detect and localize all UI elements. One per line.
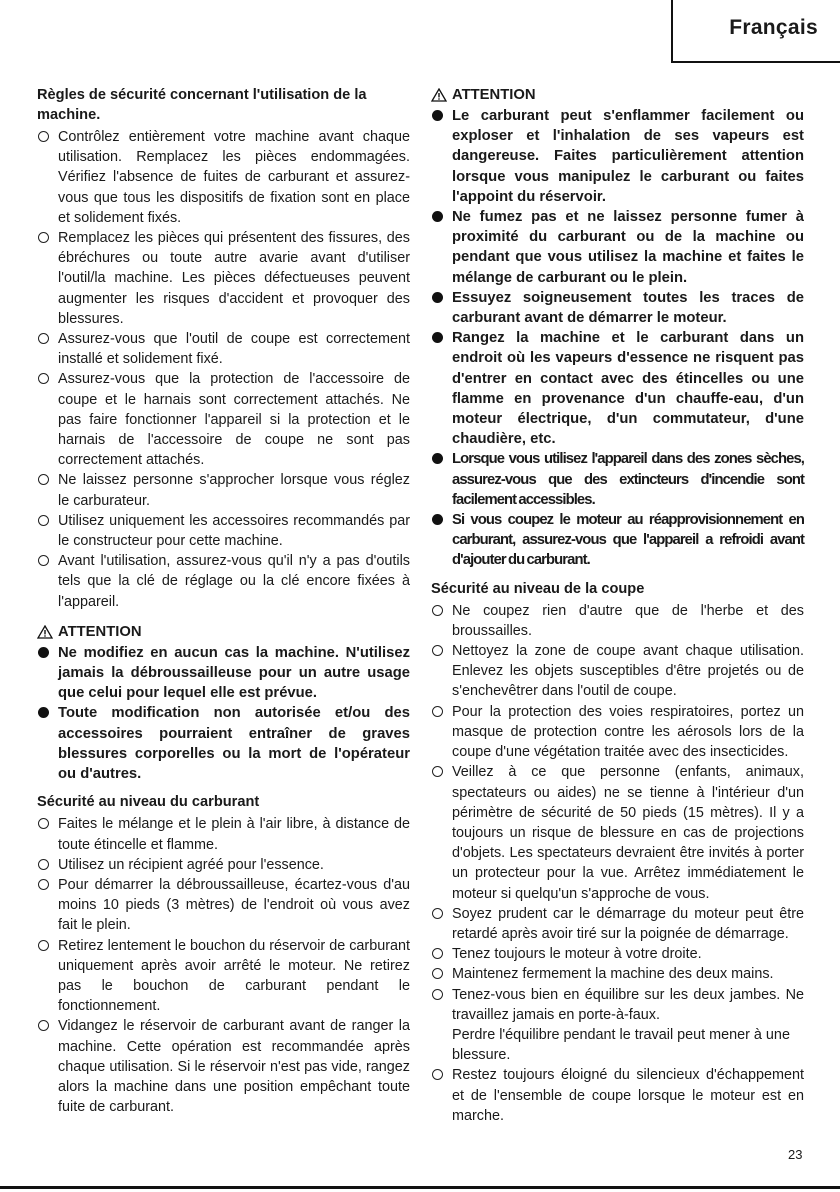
list-item-note: Perdre l'équilibre pendant le travail peut mener à une blessure. — [452, 1026, 790, 1064]
list-item: Maintenez fermement la machine des deux mains. — [431, 964, 804, 984]
left-column — [37, 85, 410, 1117]
list-item: Remplacez les pièces qui présentent des fissures, des ébréchures ou toute autre avarie avant d'utiliser l'outil/la machine. Les pièces défectueuses peuvent augmenter les risques d'accident et provoquer des blessures. — [37, 228, 410, 329]
circle-bullet-icon — [38, 474, 49, 485]
list-item: Soyez prudent car le démarrage du moteur peut être retardé après avoir tiré sur la poignée de démarrage. — [431, 904, 804, 944]
list-item: Tenez toujours le moteur à votre droite. — [431, 944, 804, 964]
filled-bullet-icon — [432, 110, 443, 121]
circle-bullet-icon — [38, 333, 49, 344]
list-item: Assurez-vous que l'outil de coupe est correctement installé et solidement fixé. — [37, 329, 410, 369]
list-item: Utilisez uniquement les accessoires recommandés par le constructeur pour cette machine. — [37, 511, 410, 551]
circle-bullet-icon — [38, 515, 49, 526]
list-item: Assurez-vous que la protection de l'accessoire de coupe et le harnais sont correctement attachés. Ne pas faire fonctionner l'appareil si la protection et le harnais de l'accessoire de coupe ne sont pas correctement attachés. — [37, 369, 410, 470]
list-item: Pour la protection des voies respiratoires, portez un masque de protection contre les aérosols lors de la coupe d'une végétation traitée avec des insecticides. — [431, 702, 804, 763]
warning-heading: ATTENTION — [431, 85, 804, 105]
filled-bullet-icon — [432, 292, 443, 303]
list-item: Faites le mélange et le plein à l'air libre, à distance de toute étincelle et flamme. — [37, 814, 410, 854]
warning-item: Si vous coupez le moteur au réapprovisionnement en carburant, assurez-vous que l'appareil a refroidi avant d'ajouter du carburant. — [431, 510, 804, 571]
circle-bullet-icon — [432, 948, 443, 959]
warning-item: Lorsque vous utilisez l'appareil dans des zones sèches, assurez-vous que des extincteurs d'incendie sont facilement accessibles. — [431, 449, 804, 510]
circle-bullet-icon — [432, 645, 443, 656]
circle-bullet-icon — [38, 373, 49, 384]
list-item: Avant l'utilisation, assurez-vous qu'il n'y a pas d'outils tels que la clé de réglage ou la clé encore fixées à l'appareil. — [37, 551, 410, 612]
filled-bullet-icon — [432, 453, 443, 464]
circle-bullet-icon — [38, 555, 49, 566]
list-item: Restez toujours éloigné du silencieux d'échappement et de l'ensemble de coupe lorsque le moteur est en marche. — [431, 1065, 804, 1126]
warning-triangle-icon — [37, 625, 53, 639]
circle-bullet-icon — [38, 879, 49, 890]
warning-item: Ne fumez pas et ne laissez personne fumer à proximité du carburant ou de la machine ou pendant que vous utilisez la machine et faites le mélange de carburant ou le plein. — [431, 207, 804, 288]
section-title-machine-safety: Règles de sécurité concernant l'utilisation de la machine. — [37, 87, 367, 123]
list-item: Ne laissez personne s'approcher lorsque vous réglez le carburateur. — [37, 470, 410, 510]
warning-triangle-icon — [431, 88, 447, 102]
warning-item: Ne modifiez en aucun cas la machine. N'utilisez jamais la débroussailleuse pour un autre usage que celui pour lequel elle est prévue. — [37, 643, 410, 704]
warning-item: Le carburant peut s'enflammer facilement ou exploser et l'inhalation de ses vapeurs est dangereuse. Faites particulièrement attention lorsque vous manipulez le carburant ou faites l'appoint du réservoir. — [431, 106, 804, 207]
page-number: 23 — [788, 1147, 803, 1162]
language-label: Français — [729, 16, 818, 39]
section-title-cutting-safety: Sécurité au niveau de la coupe — [431, 580, 645, 597]
list-item: Retirez lentement le bouchon du réservoir de carburant uniquement après avoir arrêté le moteur. Ne retirez pas le bouchon de carburant pendant le fonctionnement. — [37, 936, 410, 1017]
filled-bullet-icon — [432, 332, 443, 343]
list-item: Ne coupez rien d'autre que de l'herbe et des broussailles. — [431, 601, 804, 641]
list-item: Vidangez le réservoir de carburant avant de ranger la machine. Cette opération est recommandée après chaque utilisation. Si le réservoir n'est pas vide, rangez alors la machine dans une position empêchant toute fuite de carburant. — [37, 1016, 410, 1117]
language-tab — [671, 0, 840, 63]
list-item: Nettoyez la zone de coupe avant chaque utilisation. Enlevez les objets susceptibles d'être projetés ou de s'enchevêtrer dans l'outil de coupe. — [431, 641, 804, 702]
filled-bullet-icon — [432, 211, 443, 222]
circle-bullet-icon — [38, 131, 49, 142]
circle-bullet-icon — [432, 605, 443, 616]
circle-bullet-icon — [432, 908, 443, 919]
list-item: Contrôlez entièrement votre machine avant chaque utilisation. Remplacez les pièces endommagées. Vérifiez l'absence de fuites de carburant et assurez-vous que tous les dispositifs de fixation sont en place et solidement fixés. — [37, 127, 410, 228]
circle-bullet-icon — [38, 232, 49, 243]
list-item: Tenez-vous bien en équilibre sur les deux jambes. Ne travaillez jamais en porte-à-faux. — [431, 985, 804, 1025]
section-title-fuel-safety: Sécurité au niveau du carburant — [37, 794, 260, 811]
list-item: Veillez à ce que personne (enfants, animaux, spectateurs ou aides) ne se tienne à l'intérieur d'un périmètre de sécurité de 50 pieds (15 mètres). Il y a toujours un risque de blessure en cas de projections d'objets. Les spectateurs devraient être invités à porter un protecteur pour la vue. Arrêtez immédiatement le moteur si quelqu'un s'approche de vous. — [431, 762, 804, 903]
circle-bullet-icon — [38, 940, 49, 951]
circle-bullet-icon — [38, 818, 49, 829]
circle-bullet-icon — [432, 766, 443, 777]
filled-bullet-icon — [38, 647, 49, 658]
warning-item: Essuyez soigneusement toutes les traces de carburant avant de démarrer le moteur. — [431, 288, 804, 328]
circle-bullet-icon — [432, 968, 443, 979]
circle-bullet-icon — [38, 1020, 49, 1031]
list-item: Utilisez un récipient agréé pour l'essence. — [37, 855, 410, 875]
circle-bullet-icon — [432, 706, 443, 717]
circle-bullet-icon — [432, 1069, 443, 1080]
bottom-rule — [0, 1186, 840, 1189]
right-column — [431, 85, 804, 1126]
circle-bullet-icon — [432, 989, 443, 1000]
filled-bullet-icon — [432, 514, 443, 525]
list-item: Pour démarrer la débroussailleuse, écartez-vous d'au moins 10 pieds (3 mètres) de l'endroit où vous avez fait le plein. — [37, 875, 410, 936]
warning-item: Rangez la machine et le carburant dans un endroit où les vapeurs d'essence ne risquent pas d'entrer en contact avec des étincelles ou une flamme en provenance d'un chauffe-eau, d'un moteur électrique, d'un commutateur, d'une chaudière, etc. — [431, 328, 804, 449]
warning-item: Toute modification non autorisée et/ou des accessoires pourraient entraîner de graves blessures corporelles ou la mort de l'opérateur ou d'autres. — [37, 703, 410, 784]
circle-bullet-icon — [38, 859, 49, 870]
filled-bullet-icon — [38, 707, 49, 718]
warning-heading: ATTENTION — [37, 622, 410, 642]
